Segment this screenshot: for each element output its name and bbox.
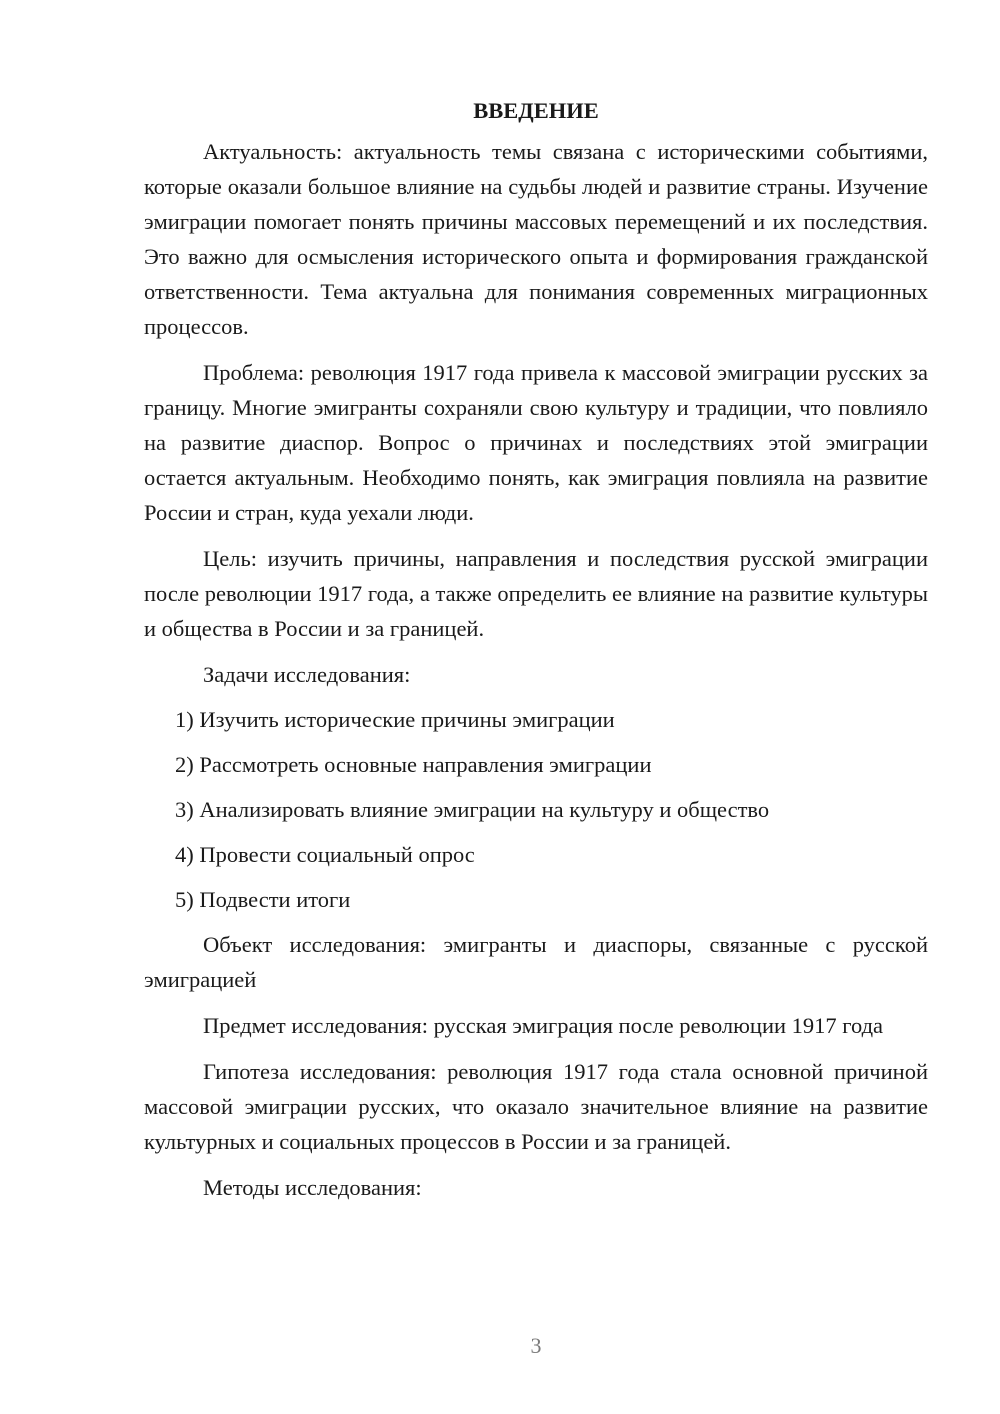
goal-paragraph: Цель: изучить причины, направления и последствия русской эмиграции после революции 1917 года, а также определить ее влияние на развитие культуры и общества в России и за границей. [144, 546, 928, 641]
task-item: 2) Рассмотреть основные направления эмиграции [175, 752, 652, 777]
tasks-list [144, 702, 928, 917]
task-item: 1) Изучить исторические причины эмиграции [175, 707, 615, 732]
subject-paragraph: Предмет исследования: русская эмиграция после революции 1917 года [203, 1013, 884, 1038]
hypothesis-paragraph: Гипотеза исследования: революция 1917 года стала основной причиной массовой эмиграции русских, что оказало значительное влияние на развитие культурных и социальных процессов в России и за границей. [144, 1059, 928, 1154]
task-item: 3) Анализировать влияние эмиграции на культуру и общество [175, 797, 770, 822]
page-number: 3 [530, 1333, 542, 1358]
task-item: 5) Подвести итоги [175, 887, 351, 912]
object-paragraph: Объект исследования: эмигранты и диаспоры, связанные с русской эмиграцией [144, 932, 928, 992]
section-title: ВВЕДЕНИЕ [473, 98, 599, 123]
problem-paragraph: Проблема: революция 1917 года привела к массовой эмиграции русских за границу. Многие эмигранты сохраняли свою культуру и традиции, что повлияло на развитие диаспор. Вопрос о причинах и последствиях этой эмиграции остается актуальным. Необходимо понять, как эмиграция повлияла на развитие России и стран, куда уехали люди. [144, 360, 928, 525]
tasks-label: Задачи исследования: [203, 662, 411, 687]
task-item: 4) Провести социальный опрос [175, 842, 475, 867]
relevance-paragraph: Актуальность: актуальность темы связана с историческими событиями, которые оказали большое влияние на судьбы людей и развитие страны. Изучение эмиграции помогает понять причины массовых перемещений и их последствия. Это важно для осмысления исторического опыта и формирования гражданской ответственности. Тема актуальна для понимания современных миграционных процессов. [144, 139, 928, 339]
methods-label: Методы исследования: [203, 1175, 422, 1200]
page-content [144, 92, 928, 1215]
